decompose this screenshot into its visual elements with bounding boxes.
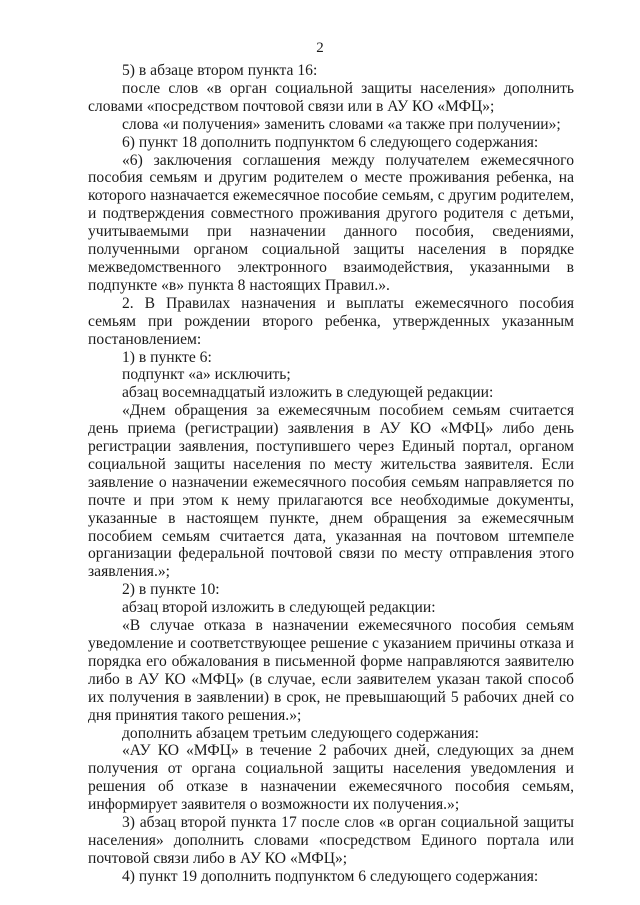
paragraph: 3) абзац второй пункта 17 после слов «в орган социальной защиты населения» дополнить словами «посредством Единого портала или почтовой связи либо в АУ КО «МФЦ»;	[88, 814, 574, 867]
paragraph: слова «и получения» заменить словами «а также при получении»;	[122, 115, 561, 133]
paragraph: 4) пункт 19 дополнить подпунктом 6 следующего содержания:	[122, 867, 539, 885]
paragraph: абзац восемнадцатый изложить в следующей редакции:	[122, 384, 494, 402]
paragraph: 2) в пункте 10:	[122, 581, 220, 599]
paragraph: «АУ КО «МФЦ» в течение 2 рабочих дней, следующих за днем получения от органа социальной защиты населения уведомления и решения об отказе в назначении ежемесячного пособия семьям, информирует заявителя о возможности их получения.»;	[88, 742, 574, 814]
page-number: 2	[316, 40, 324, 56]
paragraph: подпункт «а» исключить;	[122, 366, 291, 384]
paragraph: 2. В Правилах назначения и выплаты ежемесячного пособия семьям при рождении второго ребенка, утвержденных указанным постановлением:	[88, 294, 574, 348]
paragraph: «В случае отказа в назначении ежемесячного пособия семьям уведомление и соответствующее решение с указанием причины отказа и порядка его обжалования в письменной форме направляются заявителю либо в АУ КО «МФЦ» (в случае, если заявителем указан такой способ их получения в заявлении) в срок, не превышающий 5 рабочих дней со дня принятия такого решения.»;	[88, 617, 574, 724]
paragraph: 6) пункт 18 дополнить подпунктом 6 следующего содержания:	[122, 133, 539, 151]
paragraph: «6) заключения соглашения между получателем ежемесячного пособия семьям и другим родителем о месте проживания ребенка, на которого назначается ежемесячное пособие семьям, с другим родителем, и подтверждения совместного проживания другого родителя с детьми, учитываемыми при назначении данного пособия, сведениями, полученными органом социальной защиты населения в порядке межведомственного электронного взаимодействия, указанными в подпункте «в» пункта 8 настоящих Правил.».	[88, 151, 574, 294]
paragraph: абзац второй изложить в следующей редакции:	[122, 599, 436, 617]
document-body	[88, 62, 574, 886]
paragraph: 1) в пункте 6:	[122, 348, 212, 366]
paragraph: «Днем обращения за ежемесячным пособием семьям считается день приема (регистрации) заявления в АУ КО «МФЦ» либо день регистрации заявления, поступившего через Единый портал, органом социальной защиты населения по месту жительства заявителя. Если заявление о назначении ежемесячного пособия семьям направляется по почте и при этом к нему прилагаются все необходимые документы, указанные в настоящем пункте, днем обращения за ежемесячным пособием семьям считается дата, указанная на почтовом штемпеле организации федеральной почтовой связи по месту отправления этого заявления.»;	[88, 402, 574, 581]
paragraph: 5) в абзаце втором пункта 16:	[122, 62, 318, 79]
paragraph: дополнить абзацем третьим следующего содержания:	[122, 724, 479, 742]
paragraph: после слов «в орган социальной защиты населения» дополнить словами «посредством почтовой связи или в АУ КО «МФЦ»;	[88, 79, 574, 115]
